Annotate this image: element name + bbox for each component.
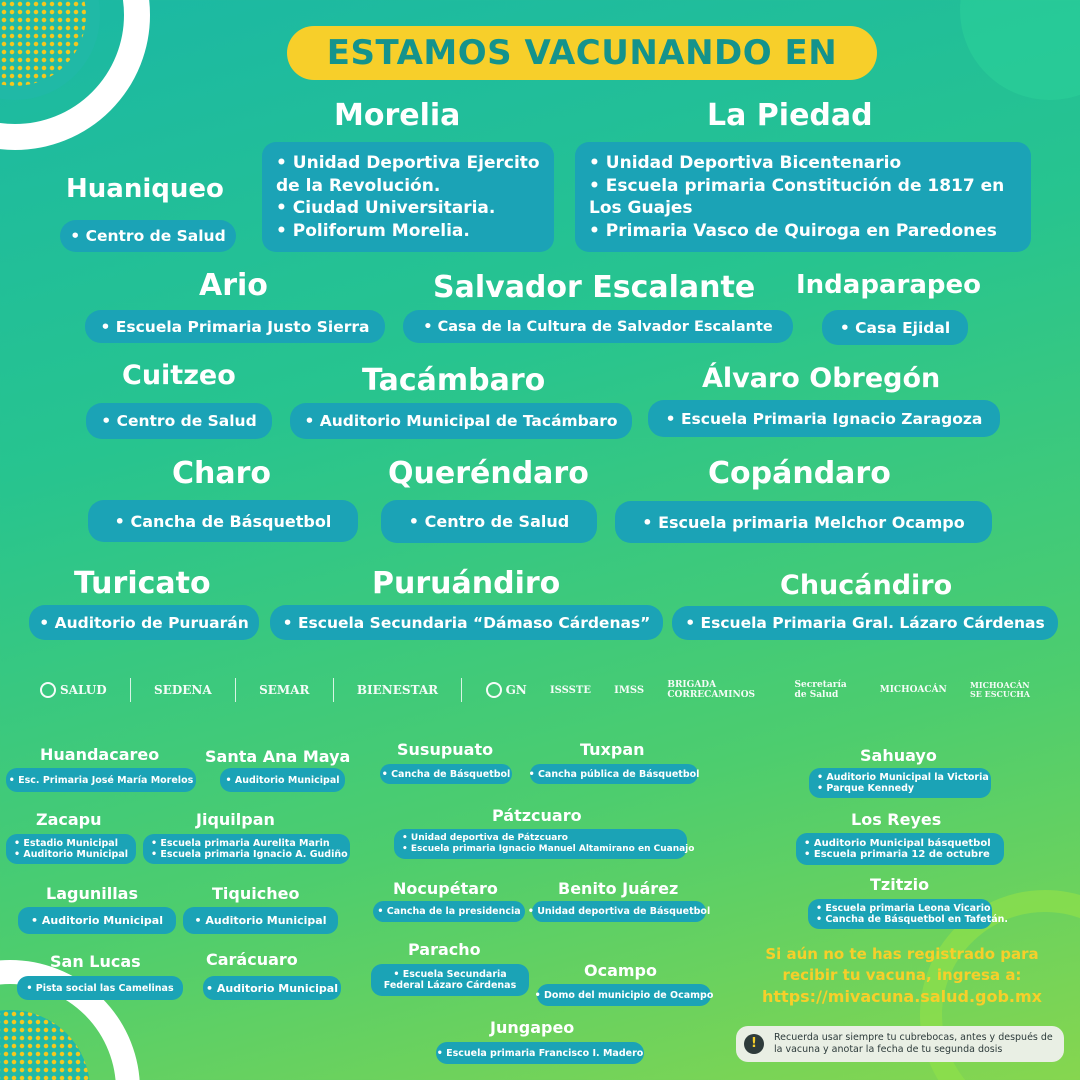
decorative-circle xyxy=(960,0,1080,100)
issste-logo: ISSSTE xyxy=(549,684,591,696)
registration-url-link[interactable]: https://mivacuna.salud.gob.mx xyxy=(762,987,1042,1006)
location-item: • Auditorio Municipal xyxy=(194,914,327,927)
location-item: • Auditorio Municipal xyxy=(225,774,340,786)
location-pill-cuitzeo: • Centro de Salud xyxy=(86,403,272,439)
location-item: • Parque Kennedy xyxy=(817,783,915,794)
location-item: • Auditorio Municipal xyxy=(206,981,338,995)
location-item: Federal Lázaro Cárdenas xyxy=(383,980,517,991)
location-pill-san-lucas xyxy=(17,976,183,1000)
city-title-copandaro: Copándaro xyxy=(708,456,891,491)
city-title-indaparapeo: Indaparapeo xyxy=(796,270,981,300)
michoacan-se-escucha-logo: MICHOACÁN SE ESCUCHA xyxy=(970,680,1031,699)
location-item: • Escuela primaria Leona Vicario xyxy=(816,903,991,914)
michoacan-logo: MICHOACÁN xyxy=(879,685,947,695)
city-title-sahuayo: Sahuayo xyxy=(860,746,937,765)
city-title-ario: Ario xyxy=(199,268,268,303)
location-item: • Domo del municipio de Ocampo xyxy=(534,989,714,1001)
location-pill-huandacareo xyxy=(6,768,196,792)
location-pill-santa-ana-maya xyxy=(220,768,345,792)
salud-logo: SALUD xyxy=(40,682,107,698)
page-title: ESTAMOS VACUNANDO EN xyxy=(287,26,877,80)
location-pill-ario: • Escuela Primaria Justo Sierra xyxy=(85,310,385,343)
location-list-morelia xyxy=(262,142,554,252)
location-pill-lagunillas xyxy=(18,907,176,934)
semar-logo: SEMAR xyxy=(259,683,310,697)
city-title-santa-ana-maya: Santa Ana Maya xyxy=(205,747,351,766)
location-item: • Auditorio Municipal la Victoria xyxy=(817,772,989,783)
city-title-paracho: Paracho xyxy=(408,940,481,959)
city-title-zacapu: Zacapu xyxy=(36,810,102,829)
registration-line-1: Si aún no te has registrado para xyxy=(765,945,1039,963)
location-item: • Esc. Primaria José María Morelos xyxy=(8,774,194,786)
location-pill-susupuato xyxy=(380,764,512,784)
city-title-caracuaro: Carácuaro xyxy=(206,950,298,969)
location-item: • Ciudad Universitaria. xyxy=(276,198,496,218)
imss-logo: IMSS xyxy=(614,684,645,696)
location-item: • Auditorio Municipal xyxy=(14,849,128,860)
location-list-la-piedad xyxy=(575,142,1031,252)
location-item: • Escuela primaria 12 de octubre xyxy=(804,849,990,860)
location-item: • Estadio Municipal xyxy=(14,838,118,849)
location-item: • Escuela primaria Francisco I. Madero xyxy=(436,1047,644,1059)
location-pill-ocampo xyxy=(534,984,714,1006)
seal-icon xyxy=(486,682,502,698)
divider xyxy=(461,678,462,702)
location-item: • Auditorio Municipal xyxy=(31,914,163,927)
divider xyxy=(235,678,236,702)
location-item: • Unidad Deportiva Bicentenario xyxy=(589,153,902,173)
location-pill-zacapu xyxy=(6,834,136,864)
location-pill-copandaro: • Escuela primaria Melchor Ocampo xyxy=(615,501,992,543)
city-title-jungapeo: Jungapeo xyxy=(490,1018,575,1037)
warning-icon: ! xyxy=(744,1034,764,1054)
location-item: • Escuela primaria Constitución de 1817 en Los Guajes xyxy=(589,175,1005,218)
location-pill-salvador-escalante: • Casa de la Cultura de Salvador Escalante xyxy=(403,310,793,343)
location-item: • Escuela Secundaria xyxy=(393,969,507,980)
city-title-la-piedad: La Piedad xyxy=(707,98,873,133)
location-pill-patzcuaro xyxy=(394,829,695,859)
city-title-susupuato: Susupuato xyxy=(397,740,494,759)
location-pill-los-reyes xyxy=(796,833,1004,865)
city-title-querendaro: Queréndaro xyxy=(388,456,589,491)
city-title-puruandiro: Puruándiro xyxy=(372,566,561,601)
secretaria-salud-logo: Secretaría de Salud xyxy=(794,680,847,700)
location-pill-huaniqueo: • Centro de Salud xyxy=(60,220,236,252)
city-title-jiquilpan: Jiquilpan xyxy=(196,810,275,829)
city-title-tzitzio: Tzitzio xyxy=(870,875,930,894)
location-pill-caracuaro xyxy=(203,976,341,1000)
city-title-morelia: Morelia xyxy=(334,98,461,133)
location-pill-benito-juarez xyxy=(527,901,711,922)
location-item: • Pista social las Camelinas xyxy=(26,982,174,994)
sedena-logo: SEDENA xyxy=(154,683,212,697)
city-title-los-reyes: Los Reyes xyxy=(851,810,942,829)
city-title-lagunillas: Lagunillas xyxy=(46,884,138,903)
location-item: • Auditorio Municipal básquetbol xyxy=(804,838,991,849)
location-pill-nocupetaro xyxy=(373,901,525,922)
location-pill-indaparapeo: • Casa Ejidal xyxy=(822,310,968,345)
brigada-correcaminos-logo: BRIGADA CORRECAMINOS xyxy=(667,680,756,700)
bienestar-logo: BIENESTAR xyxy=(356,683,439,697)
location-item: • Cancha de Básquetbol xyxy=(381,768,511,780)
city-title-benito-juarez: Benito Juárez xyxy=(558,879,679,898)
city-title-patzcuaro: Pátzcuaro xyxy=(492,806,582,825)
divider xyxy=(333,678,334,702)
location-pill-jiquilpan xyxy=(143,834,350,864)
city-title-charo: Charo xyxy=(172,456,272,491)
location-pill-turicato: • Auditorio de Puruarán xyxy=(29,605,259,640)
location-pill-charo: • Cancha de Básquetbol xyxy=(88,500,358,542)
mask-reminder-notice xyxy=(736,1026,1064,1062)
city-title-salvador-escalante: Salvador Escalante xyxy=(433,270,756,305)
location-pill-sahuayo xyxy=(809,768,991,798)
location-pill-jungapeo xyxy=(436,1042,644,1064)
city-title-chucandiro: Chucándiro xyxy=(780,570,953,601)
location-item: • Escuela primaria Ignacio Manuel Altamirano en Cuanajo xyxy=(402,844,695,854)
location-item: • Unidad deportiva de Básquetbol xyxy=(527,906,711,917)
divider xyxy=(130,678,131,702)
location-item: • Unidad Deportiva Ejercito de la Revolución. xyxy=(276,153,540,196)
location-item: • Cancha pública de Básquetbol xyxy=(528,768,700,780)
sponsor-logos xyxy=(40,670,1040,710)
location-item: • Poliforum Morelia. xyxy=(276,220,470,241)
city-title-tuxpan: Tuxpan xyxy=(580,740,645,759)
location-pill-tuxpan xyxy=(530,764,698,784)
location-item: • Unidad deportiva de Pátzcuaro xyxy=(402,833,568,843)
city-title-cuitzeo: Cuitzeo xyxy=(122,360,236,391)
city-title-huaniqueo: Huaniqueo xyxy=(66,174,224,204)
city-title-alvaro-obregon: Álvaro Obregón xyxy=(702,363,941,394)
location-pill-alvaro-obregon: • Escuela Primaria Ignacio Zaragoza xyxy=(648,400,1000,437)
city-title-tacambaro: Tacámbaro xyxy=(362,363,546,398)
gn-logo: GN xyxy=(486,682,527,698)
location-pill-tiquicheo xyxy=(183,907,338,934)
registration-line-2: recibir tu vacuna, ingresa a: xyxy=(782,966,1022,984)
city-title-huandacareo: Huandacareo xyxy=(40,745,160,764)
location-item: • Escuela primaria Aurelita Marin xyxy=(151,838,330,849)
city-title-san-lucas: San Lucas xyxy=(50,952,141,971)
city-title-tiquicheo: Tiquicheo xyxy=(212,884,300,903)
location-item: • Cancha de la presidencia xyxy=(377,906,521,917)
location-pill-paracho xyxy=(371,964,529,996)
city-title-ocampo: Ocampo xyxy=(584,961,657,980)
location-pill-chucandiro: • Escuela Primaria Gral. Lázaro Cárdenas xyxy=(672,606,1058,640)
location-item: • Primaria Vasco de Quiroga en Paredones xyxy=(589,220,997,241)
location-pill-tacambaro: • Auditorio Municipal de Tacámbaro xyxy=(290,403,632,439)
location-pill-querendaro: • Centro de Salud xyxy=(381,500,597,543)
location-item: • Cancha de Básquetbol en Tafetán. xyxy=(816,914,1009,925)
city-title-turicato: Turicato xyxy=(74,566,211,601)
registration-callout xyxy=(752,944,1052,1007)
location-item: • Escuela primaria Ignacio A. Gudiño xyxy=(151,849,348,860)
seal-icon xyxy=(40,682,56,698)
city-title-nocupetaro: Nocupétaro xyxy=(393,879,498,898)
notice-text: Recuerda usar siempre tu cubrebocas, antes y después de la vacuna y anotar la fecha de tu segunda dosis xyxy=(774,1032,1053,1055)
location-pill-puruandiro: • Escuela Secundaria “Dámaso Cárdenas” xyxy=(270,605,663,640)
location-pill-tzitzio xyxy=(808,899,1009,929)
